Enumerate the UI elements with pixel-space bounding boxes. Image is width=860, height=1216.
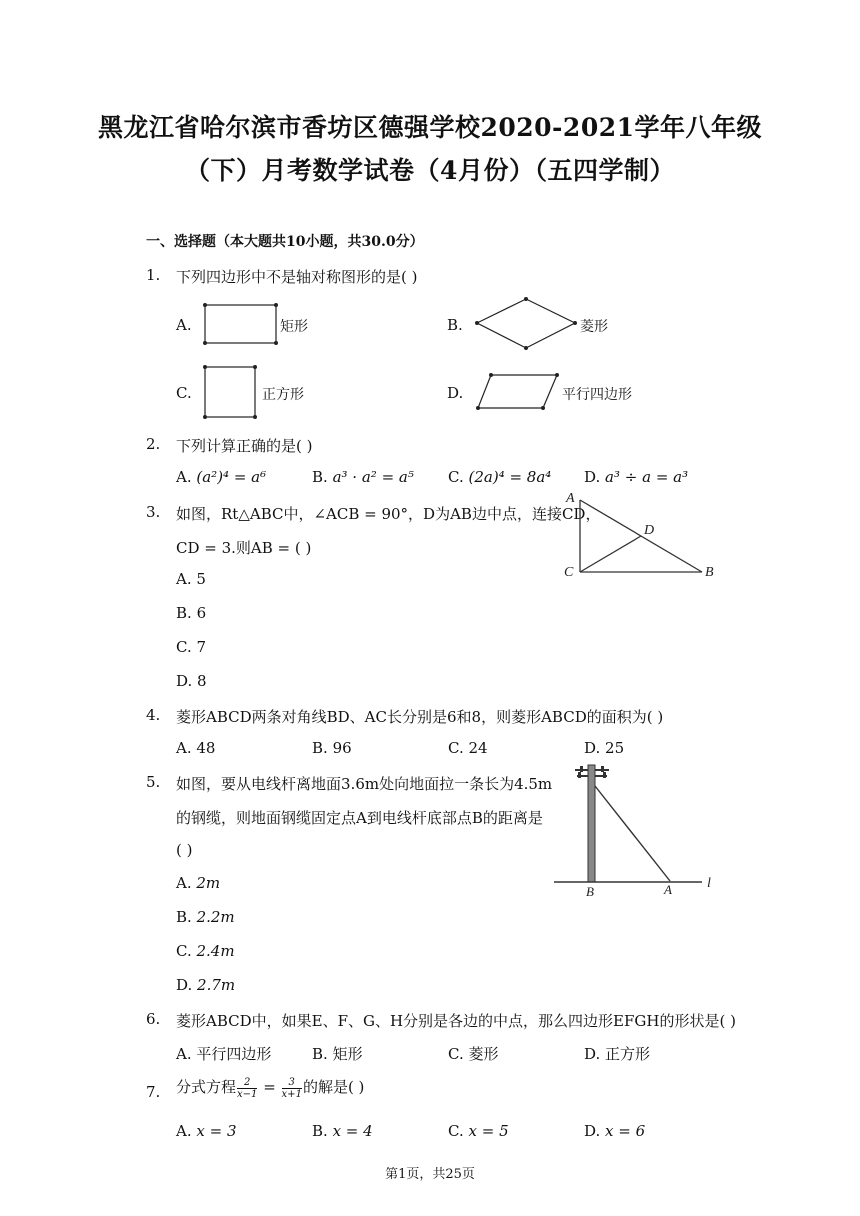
q3-option-c xyxy=(176,638,206,656)
q6-option-d xyxy=(584,1043,650,1064)
q2-option-b-key: B. xyxy=(312,468,328,486)
q5-pole-figure xyxy=(552,762,722,902)
q5-option-c-value: 2.4m xyxy=(196,942,235,960)
q2-option-c-key: C. xyxy=(448,468,464,486)
q6-option-c-value: 菱形 xyxy=(468,1045,499,1063)
q4-number: 4. xyxy=(146,706,161,724)
q7-option-a-value: x = 3 xyxy=(196,1122,237,1140)
q5-number: 5. xyxy=(146,773,161,791)
q6-option-c-key: C. xyxy=(448,1045,464,1063)
q5-option-a-key: A. xyxy=(176,874,192,892)
q3-label-d: D xyxy=(644,523,655,538)
q3-option-b xyxy=(176,604,206,622)
q4-option-a-value: 48 xyxy=(196,739,216,757)
q1-option-a-label: 矩形 xyxy=(280,319,308,335)
q4-option-d-value: 25 xyxy=(605,739,625,757)
q7-equals: = xyxy=(263,1078,276,1096)
q4-option-d xyxy=(584,739,624,757)
q4-option-b xyxy=(312,739,352,757)
q6-option-a-key: A. xyxy=(176,1045,192,1063)
q7-option-c-key: C. xyxy=(448,1122,464,1140)
q7-frac1-den: x−1 xyxy=(237,1088,258,1100)
q2-option-d-expr: a³ ÷ a = a³ xyxy=(605,468,689,486)
q2-option-b-expr: a³ · a² = a⁵ xyxy=(332,468,414,486)
q3-option-d-value: 8 xyxy=(197,672,207,690)
q1-rectangle-figure xyxy=(204,304,278,346)
q4-option-a xyxy=(176,739,215,757)
q6-option-b xyxy=(312,1043,363,1064)
q2-option-a-key: A. xyxy=(176,468,192,486)
q3-option-a-value: 5 xyxy=(196,570,206,588)
page-title-line2: （下）月考数学试卷（4月份）（五四学制） xyxy=(185,156,675,185)
q7-option-d-key: D. xyxy=(584,1122,601,1140)
q3-option-b-value: 6 xyxy=(196,604,207,622)
q5-label-a: A xyxy=(664,882,672,897)
q5-option-b xyxy=(176,908,235,926)
q3-option-c-key: C. xyxy=(176,638,192,656)
q1-number: 1. xyxy=(146,266,161,284)
q3-label-c: C xyxy=(564,565,574,580)
q3-option-b-key: B. xyxy=(176,604,192,622)
q1-option-a-key: A. xyxy=(176,316,192,334)
q6-option-d-value: 正方形 xyxy=(605,1045,651,1063)
q4-option-d-key: D. xyxy=(584,739,601,757)
q5-option-d xyxy=(176,976,235,994)
q1-option-c-key: C. xyxy=(176,384,192,402)
q7-option-b-value: x = 4 xyxy=(332,1122,373,1140)
q1-option-b-key: B. xyxy=(447,316,463,334)
q7-option-c xyxy=(448,1122,509,1140)
q2-option-c-expr: (2a)⁴ = 8a⁴ xyxy=(468,468,552,486)
q7-option-b-key: B. xyxy=(312,1122,328,1140)
q5-option-a-value: 2m xyxy=(196,874,221,892)
q7-text-pre: 分式方程 xyxy=(176,1078,237,1096)
q7-option-a xyxy=(176,1122,237,1140)
q1-option-d-label: 平行四边形 xyxy=(562,387,632,403)
q7-option-c-value: x = 5 xyxy=(468,1122,509,1140)
q3-label-b: B xyxy=(705,565,714,580)
q1-rhombus-figure xyxy=(476,298,576,352)
q1-option-d-key: D. xyxy=(447,384,464,402)
q1-parallelogram-figure xyxy=(477,374,559,410)
q5-option-b-key: B. xyxy=(176,908,192,926)
q1-option-b-label: 菱形 xyxy=(580,319,608,335)
q7-option-a-key: A. xyxy=(176,1122,192,1140)
q7-fraction-left xyxy=(237,1077,257,1100)
q2-text: 下列计算正确的是( ) xyxy=(176,437,313,455)
q1-square-figure xyxy=(204,366,258,420)
page-title-line1: 黑龙江省哈尔滨市香坊区德强学校2020-2021学年八年级 xyxy=(97,113,763,142)
q6-text: 菱形ABCD中，如果E、F、G、H分别是各边的中点，那么四边形EFGH的形状是( ) xyxy=(176,1012,736,1030)
q1-text: 下列四边形中不是轴对称图形的是( ) xyxy=(176,268,418,286)
q3-text-line2: CD = 3.则AB = ( ) xyxy=(176,539,312,557)
q2-option-b xyxy=(312,468,414,486)
q6-option-a xyxy=(176,1043,271,1064)
q5-text-line2: 的钢缆，则地面钢缆固定点A到电线杆底部点B的距离是 xyxy=(176,809,543,827)
q6-option-c xyxy=(448,1043,499,1064)
q5-label-l: l xyxy=(707,876,711,891)
q7-option-d-value: x = 6 xyxy=(605,1122,646,1140)
q5-option-c xyxy=(176,942,235,960)
q3-option-d xyxy=(176,672,207,690)
q7-option-b xyxy=(312,1122,373,1140)
q3-number: 3. xyxy=(146,503,161,521)
q5-option-d-key: D. xyxy=(176,976,193,994)
q7-fraction-right xyxy=(282,1077,302,1100)
q2-option-a xyxy=(176,468,266,486)
q4-option-a-key: A. xyxy=(176,739,192,757)
q6-option-d-key: D. xyxy=(584,1045,601,1063)
q3-triangle-figure xyxy=(560,488,725,584)
q7-option-d xyxy=(584,1122,645,1140)
q3-option-d-key: D. xyxy=(176,672,193,690)
q1-option-c-label: 正方形 xyxy=(262,387,304,403)
q3-option-a-key: A. xyxy=(176,570,192,588)
q7-text-post: 的解是( ) xyxy=(302,1078,365,1096)
q5-option-d-value: 2.7m xyxy=(197,976,236,994)
q5-label-b: B xyxy=(586,884,594,899)
q7-frac2-den: x+1 xyxy=(281,1088,302,1100)
q6-option-b-value: 矩形 xyxy=(332,1045,363,1063)
q3-option-c-value: 7 xyxy=(196,638,207,656)
q7-number: 7. xyxy=(146,1083,161,1101)
q2-option-d xyxy=(584,468,688,486)
q5-text-line1: 如图，要从电线杆离地面3.6m处向地面拉一条长为4.5m xyxy=(176,775,553,793)
q7-text xyxy=(176,1076,364,1100)
q5-option-a xyxy=(176,874,220,892)
q4-option-c-key: C. xyxy=(448,739,464,757)
q4-option-b-value: 96 xyxy=(332,739,352,757)
q7-frac1-num: 2 xyxy=(244,1076,251,1088)
q5-option-c-key: C. xyxy=(176,942,192,960)
q4-option-b-key: B. xyxy=(312,739,328,757)
q4-option-c xyxy=(448,739,488,757)
q3-text-line1: 如图，Rt△ABC中，∠ACB = 90°，D为AB边中点，连接CD， xyxy=(176,505,601,523)
q4-text: 菱形ABCD两条对角线BD、AC长分别是6和8，则菱形ABCD的面积为( ) xyxy=(176,708,664,726)
page-footer: 第1页，共25页 xyxy=(385,1167,475,1182)
q2-option-d-key: D. xyxy=(584,468,601,486)
section-header: 一、选择题（本大题共10小题，共30.0分） xyxy=(146,234,424,250)
q6-option-b-key: B. xyxy=(312,1045,328,1063)
q7-frac2-num: 3 xyxy=(288,1076,295,1088)
q3-label-a: A xyxy=(566,491,575,506)
q6-number: 6. xyxy=(146,1010,161,1028)
q2-number: 2. xyxy=(146,435,161,453)
q5-option-b-value: 2.2m xyxy=(196,908,235,926)
q2-option-c xyxy=(448,468,551,486)
q3-option-a xyxy=(176,570,206,588)
q6-option-a-value: 平行四边形 xyxy=(196,1045,272,1063)
q5-text-line3: ( ) xyxy=(176,841,193,859)
q4-option-c-value: 24 xyxy=(468,739,488,757)
q2-option-a-expr: (a²)⁴ = a⁶ xyxy=(196,468,267,486)
